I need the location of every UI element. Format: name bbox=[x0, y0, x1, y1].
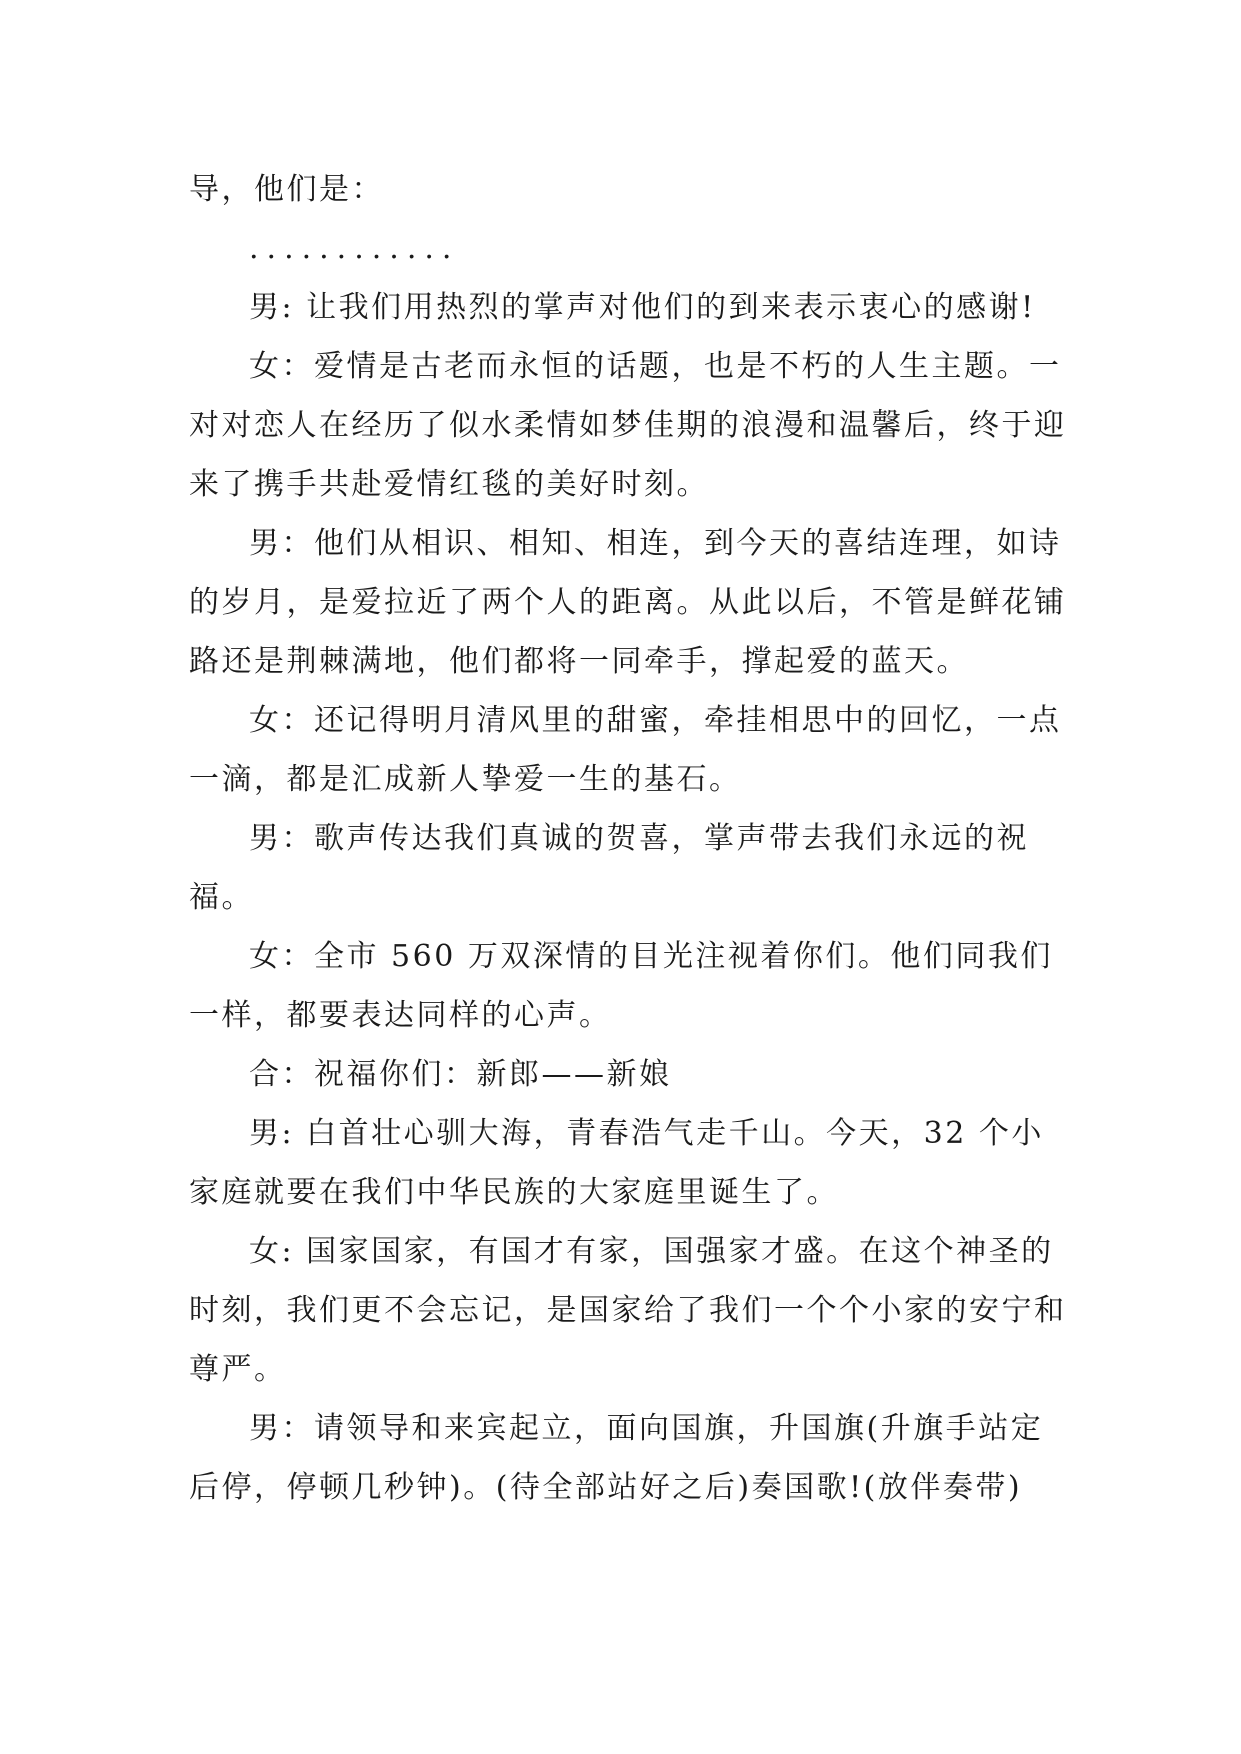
paragraph-male-flag: 男：请领导和来宾起立，面向国旗，升国旗(升旗手站定后停，停顿几秒钟)。(待全部站好之后)奏国歌!(放伴奏带) bbox=[189, 1411, 1044, 1505]
paragraph-female-love: 女：爱情是古老而永恒的话题，也是不朽的人生主题。一对对恋人在经历了似水柔情如梦佳期的浪漫和温馨后，终于迎来了携手共赴爱情红毯的美好时刻。 bbox=[189, 349, 1067, 502]
paragraph-male-families: 男: 白首壮心驯大海，青春浩气走千山。今天，32 个小家庭就要在我们中华民族的大家庭里诞生了。 bbox=[189, 1116, 1044, 1210]
paragraph-female-memory: 女：还记得明月清风里的甜蜜，牵挂相思中的回忆，一点一滴，都是汇成新人挚爱一生的基石。 bbox=[189, 703, 1062, 797]
paragraph-female-city: 女：全市 560 万双深情的目光注视着你们。他们同我们一样，都要表达同样的心声。 bbox=[189, 939, 1053, 1033]
paragraph-male-acquaintance: 男：他们从相识、相知、相连，到今天的喜结连理，如诗的岁月，是爱拉近了两个人的距离。从此以后，不管是鲜花铺路还是荆棘满地，他们都将一同牵手，撑起爱的蓝天。 bbox=[189, 526, 1067, 679]
paragraph-male-thanks: 男: 让我们用热烈的掌声对他们的到来表示衷心的感谢! bbox=[249, 290, 1036, 325]
paragraph-together-blessing: 合：祝福你们：新郎——新娘 bbox=[249, 1057, 672, 1092]
document-body bbox=[189, 160, 1069, 1517]
paragraph-ellipsis: ............ bbox=[249, 231, 460, 266]
paragraph-continuation: 导，他们是： bbox=[189, 172, 384, 207]
paragraph-male-song: 男：歌声传达我们真诚的贺喜，掌声带去我们永远的祝福。 bbox=[189, 821, 1029, 915]
paragraph-female-nation: 女: 国家国家，有国才有家，国强家才盛。在这个神圣的时刻，我们更不会忘记，是国家给了我们一个个小家的安宁和尊严。 bbox=[189, 1234, 1067, 1387]
